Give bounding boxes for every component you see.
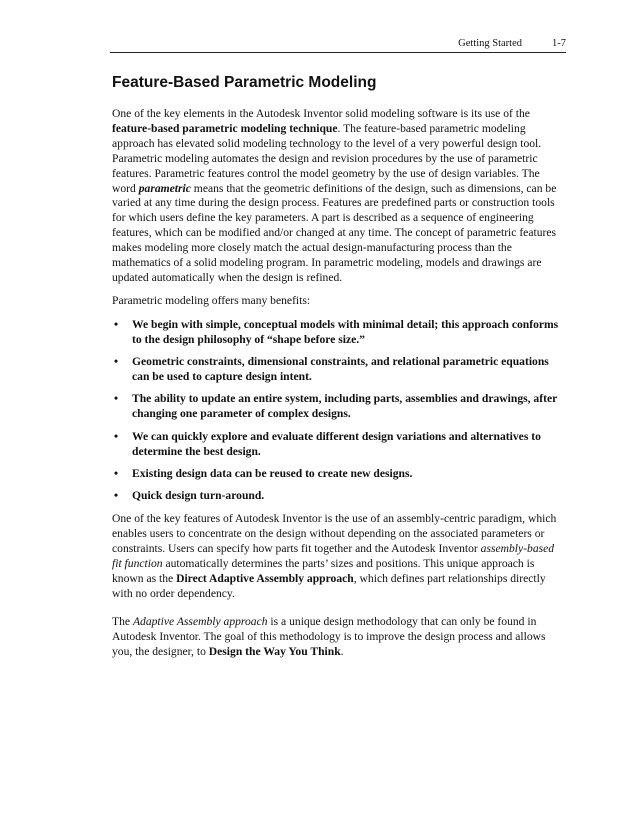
benefits-lead: Parametric modeling offers many benefits: [112,293,311,307]
benefit-item [112,392,566,422]
benefit-text: We can quickly explore and evaluate different design variations and alternatives to determine the best design. [132,429,541,458]
header-rule [110,52,566,53]
assembly-text-3: , which defines part relationships directly with no order dependency. [112,571,546,600]
assembly-text-1: One of the key features of Autodesk Inventor is the use of an assembly-centric paradigm, which enables users to concentrate on the design without depending on the associated parameters or constraints. Users can specify how parts fit together and the Autodesk Inventor [112,512,557,556]
benefit-item [112,318,566,348]
benefit-item [112,430,566,460]
page-title: Feature-Based Parametric Modeling [112,74,377,91]
benefit-item [112,489,566,504]
benefits-list [112,318,566,505]
bullet: • [114,429,119,443]
intro-text-1: One of the key elements in the Autodesk Inventor solid modeling software is its use of the [112,107,530,120]
header-section-name: Getting Started [458,38,522,49]
benefit-text: Quick design turn-around. [132,489,265,503]
running-header [110,38,566,52]
adaptive-paragraph [112,615,566,660]
benefit-text: The ability to update an entire system, including parts, assemblies and drawings, after changing one parameter of complex designs. [132,392,558,421]
body-content [112,107,566,660]
assembly-italic-term: assembly-based fit function [112,542,555,571]
adaptive-text-3: . [340,644,344,658]
bullet: • [114,392,119,406]
intro-bold-term: feature-based parametric modeling technique [112,121,338,135]
bullet: • [114,489,119,503]
bullet: • [114,317,119,331]
intro-parametric-word: parametric [138,181,191,195]
adaptive-text-2: is a unique design methodology that can only be found in Autodesk Inventor. The goal of this methodology is to improve the design process and allows you, the designer, to [112,614,546,658]
benefit-text: We begin with simple, conceptual models with minimal detail; this approach conforms to the design philosophy of “shape before size.” [132,317,559,346]
intro-text-2: . The feature-based parametric modeling approach has elevated solid modeling technology to the level of a very powerful design tool. Parametric modeling automates the design and revision procedures by the use of parametric features. Parametric features control the model geometry by the use of design variables. The word [112,121,542,195]
adaptive-italic-term: Adaptive Assembly approach [132,614,268,628]
adaptive-bold-term: Design the Way You Think [208,644,341,658]
bullet: • [114,355,119,369]
assembly-text-2: automatically determines the parts’ sizes and positions. This unique approach is known as the [112,557,535,585]
benefit-item [112,355,566,385]
intro-bold-italic-term [139,182,191,195]
benefit-item [112,467,566,482]
assembly-paragraph [112,512,566,601]
header-page-number: 1-7 [552,38,566,49]
bullet: • [114,467,119,481]
intro-text-3: means that the geometric definitions of the design, such as dimensions, can be varied at any time during the design process. Features are predefined parts or construction tools for which users define the key parameters. A part is described as a sequence of engineering features, which can be modified and/or changed at any time. The concept of parametric features makes modeling more closely match the actual design-manufacturing process than the mathematics of a solid modeling program. In parametric modeling, models and drawings are updated automatically when the design is refined. [112,181,557,284]
intro-paragraph [112,107,566,286]
benefit-text: Geometric constraints, dimensional constraints, and relational parametric equations can be used to capture design intent. [132,355,549,383]
assembly-bold-term: Direct Adaptive Assembly approach [176,571,354,585]
benefit-text: Existing design data can be reused to create new designs. [132,467,413,481]
adaptive-text-1: The [112,614,133,628]
